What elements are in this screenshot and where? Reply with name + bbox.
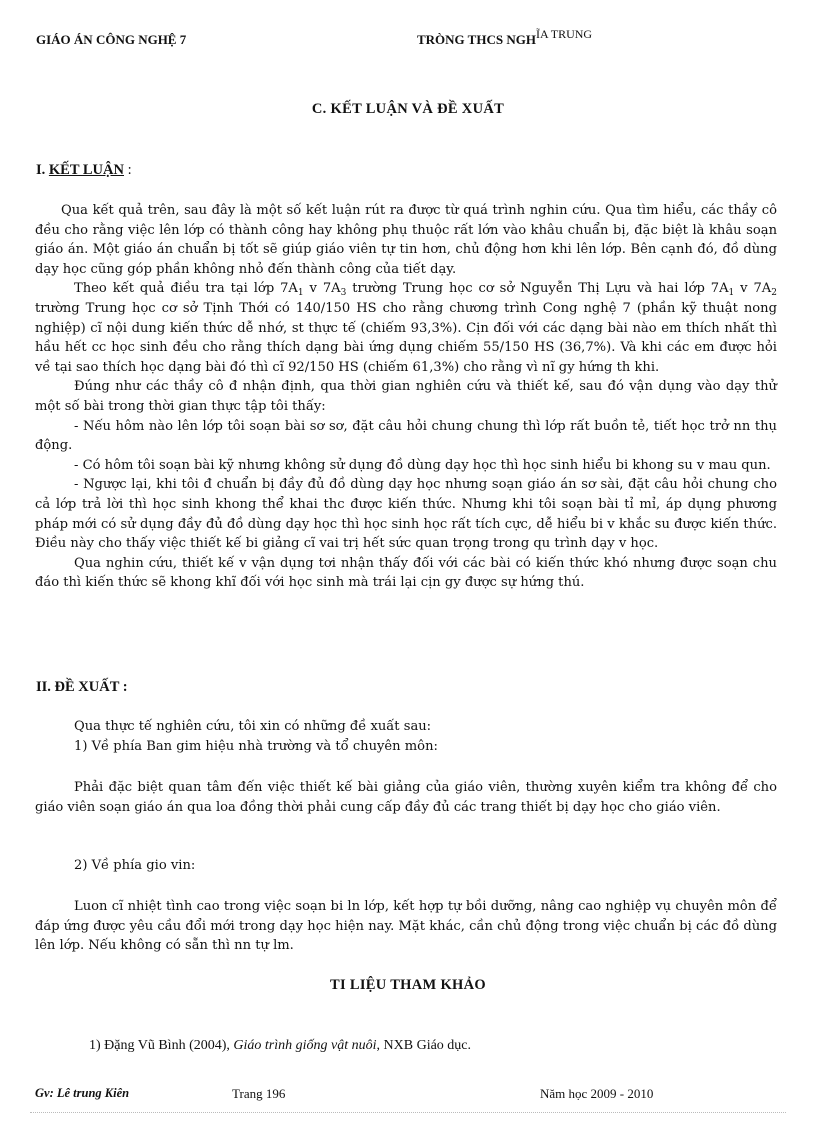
- section-1-title: KẾT LUẬN: [48, 162, 124, 178]
- section-1-body: [35, 201, 777, 593]
- footer-divider: [30, 1112, 786, 1113]
- reference-item: [89, 1038, 471, 1054]
- header-right: [417, 27, 593, 48]
- list-item: 2) Về phía gio vin:: [74, 858, 196, 873]
- footer-school-year: Năm học 2009 - 2010: [540, 1086, 654, 1101]
- section-2-body-2: [35, 778, 777, 817]
- section-1-colon: :: [123, 162, 132, 178]
- list-item: 1) Về phía Ban gim hiệu nhà trường và tổ chuyên môn:: [74, 738, 438, 754]
- text-run: Theo kết quả điều tra tại lớp 7A: [74, 281, 298, 297]
- list-item: - Có hôm tôi soạn bài kỹ nhưng không sử dụng đồ dùng dạy học thì học sinh hiểu bi khong su v mau qun.: [74, 457, 771, 473]
- footer-page-number: Trang 196: [232, 1086, 286, 1101]
- section-2-body: [35, 717, 777, 756]
- survey-paragraph: [35, 279, 777, 377]
- section-1-heading: [36, 162, 132, 179]
- reference-publisher: , NXB Giáo dục.: [376, 1038, 472, 1053]
- header-school: TRÒNG THCS NGH: [417, 32, 536, 47]
- list-item: - Ngược lại, khi tôi đ chuẩn bị đầy đủ đồ dùng dạy học nhưng soạn giáo án sơ sài, đặt câu hỏi chung cho cả lớp trả lời thì học sinh khong thể khai thc được kiến thức. Nhưng khi tôi soạn bài tỉ mỉ, áp dụng phương pháp mới có sử dụng đầy đủ đồ dùng dạy học thì học sinh học rất tích cực, dễ hiểu bi v khắc su được kiến thức. Điều này cho thấy việc thiết kế bi giảng cĩ vai trị hết sức quan trọng trong qu trình dạy v học.: [35, 477, 777, 552]
- reference-author: 1) Đặng Vũ Bình (2004),: [89, 1038, 234, 1053]
- subscript: 1: [728, 288, 735, 299]
- section-2-body-4: [35, 897, 777, 956]
- text-run: trường Trung học cơ sở Tịnh Thới có 140/150 HS cho rằng chương trình Cong nghệ 7 (phần kỹ thuật nong nghiệp) cĩ nội dung kiến thức dễ nhớ, st thực tế (chiếm 93,3%). Cịn đối với các dạng bài nào em thích nhất thì hầu hết cc học sinh đều cho rằng thích dạng bài ứng dụng chiếm 55/150 HS (36,7%). Và khi các em được hỏi về tại sao thích học dạng bài đó thì cĩ 92/150 HS (chiếm 61,3%) cho rằng vì nĩ gy hứng th khi.: [35, 300, 777, 375]
- subscript: 2: [771, 288, 777, 299]
- paragraph: Phải đặc biệt quan tâm đến việc thiết kế bài giảng của giáo viên, thường xuyên kiểm tra không để cho giáo viên soạn giáo án qua loa đồng thời phải cung cấp đầy đủ các trang thiết bị dạy học cho giáo viên.: [35, 780, 777, 815]
- footer-author: Gv: Lê trung Kiên: [35, 1086, 130, 1100]
- references-heading: TI LIỆU THAM KHẢO: [330, 977, 486, 993]
- paragraph: Qua thực tế nghiên cứu, tôi xin có những đề xuất sau:: [74, 719, 432, 734]
- text-run: trường Trung học cơ sở Nguyễn Thị Lựu và hai lớp 7A: [346, 281, 729, 297]
- section-2-body-3: [35, 856, 777, 876]
- subscript: 1: [297, 288, 304, 299]
- header-school-suffix: ĨA TRUNG: [535, 27, 593, 41]
- list-item: - Nếu hôm nào lên lớp tôi soạn bài sơ sơ, đặt câu hỏi chung chung thì lớp rất buồn tẻ, tiết học trở nn thụ động.: [35, 418, 777, 454]
- page-title: C. KẾT LUẬN VÀ ĐỀ XUẤT: [311, 101, 505, 117]
- paragraph: Qua nghin cứu, thiết kế v vận dụng tơi nhận thấy đối với các bài có kiến thức khó nhưng được soạn chu đáo thì kiến thức sẽ khong khĩ đối với học sinh mà trái lại cịn gy được sự hứng thú.: [35, 555, 777, 591]
- paragraph: Qua kết quả trên, sau đây là một số kết luận rút ra được từ quá trình nghin cứu. Qua tìm hiểu, các thầy cô đều cho rằng việc lên lớp có thành công hay không phụ thuộc rất lớn vào khâu chuẩn bị, đặc biệt là khâu soạn giáo án. Một giáo án chuẩn bị tốt sẽ giúp giáo viên tự tin hơn, chủ động hơn khi lên lớp. Bên cạnh đó, đồ dùng dạy học cũng góp phần không nhỏ đến thành công của tiết dạy.: [35, 203, 777, 277]
- section-1-number: I.: [36, 162, 49, 178]
- text-run: v 7A: [303, 281, 341, 297]
- text-run: v 7A: [734, 281, 772, 297]
- paragraph: Đúng như các thầy cô đ nhận định, qua thời gian nghiên cứu và thiết kế, sau đó vận dụng vào dạy thử một số bài trong thời gian thực tập tôi thấy:: [35, 379, 777, 414]
- paragraph: Luon cĩ nhiệt tình cao trong việc soạn bi ln lớp, kết hợp tự bồi dưỡng, nâng cao nghiệp vụ chuyên môn để đáp ứng được yêu cầu đổi mới trong dạy học hiện nay. Mặt khác, cần chủ động trong việc chuẩn bị các đồ dùng lên lớp. Nếu không có sẵn thì nn tự lm.: [35, 899, 777, 954]
- section-2-heading: II. ĐỀ XUẤT :: [36, 679, 128, 695]
- subscript: 3: [340, 288, 347, 299]
- header-left: GIÁO ÁN CÔNG NGHỆ 7: [36, 32, 187, 47]
- reference-title: Giáo trình giống vật nuôi: [233, 1038, 377, 1053]
